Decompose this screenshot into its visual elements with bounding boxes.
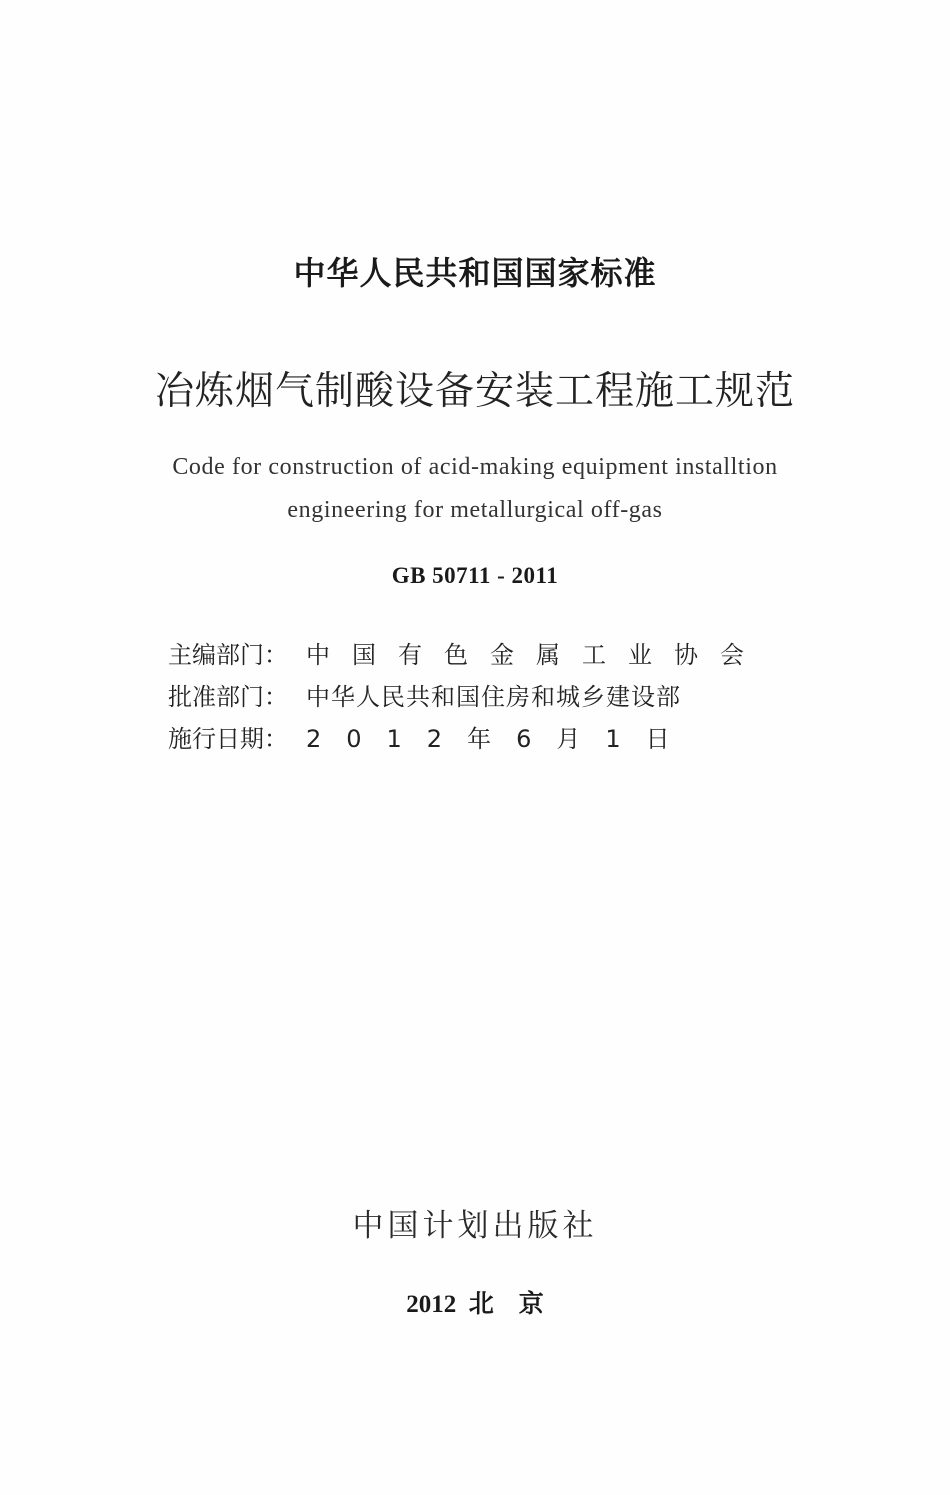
approver-row bbox=[168, 676, 766, 718]
standard-title-en-line-2: engineering for metallurgical off-gas bbox=[287, 497, 663, 523]
approver-value: 中华人民共和国住房和城乡建设部 bbox=[306, 683, 681, 711]
standard-info-block bbox=[168, 634, 766, 760]
standard-title-zh: 冶炼烟气制酸设备安装工程施工规范 bbox=[154, 369, 795, 414]
series-title: 中华人民共和国国家标准 bbox=[293, 254, 657, 292]
publisher-name: 中国计划出版社 bbox=[352, 1208, 598, 1244]
editor-label: 主编部门： bbox=[168, 641, 288, 669]
editor-row bbox=[168, 634, 766, 676]
approver-label: 批准部门： bbox=[168, 683, 288, 711]
effective-date-value: 2012年6月1日 bbox=[306, 725, 695, 753]
effective-date-row bbox=[168, 718, 766, 760]
standard-number: GB 50711 - 2011 bbox=[391, 563, 559, 588]
standard-title-en-line-1: Code for construction of acid-making equipment installtion bbox=[172, 454, 778, 480]
effective-date-label: 施行日期： bbox=[168, 725, 288, 753]
editor-value: 中国有色金属工业协会 bbox=[306, 641, 766, 669]
publication-year-place: 2012 北 京 bbox=[406, 1291, 544, 1318]
standard-title-en bbox=[0, 446, 950, 532]
